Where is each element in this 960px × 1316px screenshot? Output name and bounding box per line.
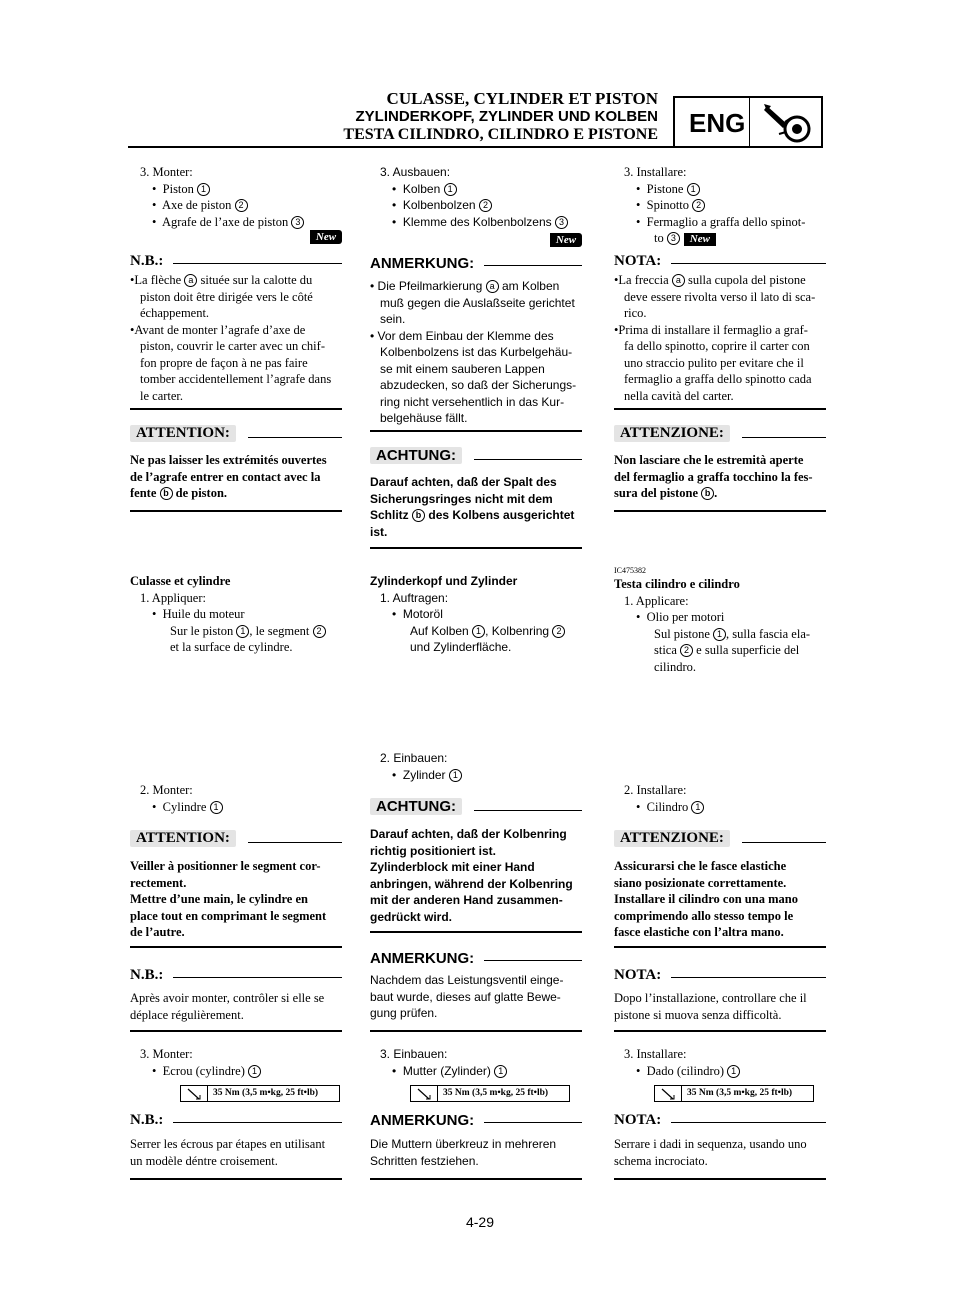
it-warning-line: Assicurarsi che le fasce elastiche bbox=[614, 859, 787, 873]
list-item: • Cylindre 1 bbox=[130, 799, 342, 816]
list-item: und Zylinderfläche. bbox=[410, 640, 512, 654]
page-number: 4-29 bbox=[465, 1214, 495, 1230]
it-note-line: •La freccia a sulla cupola del pistone bbox=[614, 273, 806, 287]
divider bbox=[130, 408, 342, 410]
list-item: • Klemme des Kolbenbolzens 3 bbox=[370, 214, 582, 231]
torque-value: 35 Nm (3,5 m•kg, 25 ft•lb) bbox=[687, 1088, 793, 1098]
de-step-title: 3. Einbauen: bbox=[380, 1047, 448, 1061]
list-item: to 3 New bbox=[614, 230, 826, 247]
fr-note-line: piston, couvrir le carter avec un chif- bbox=[140, 339, 325, 353]
de-warning-line: Zylinderblock mit einer Hand bbox=[370, 860, 535, 874]
torque-value: 35 Nm (3,5 m•kg, 25 ft•lb) bbox=[443, 1088, 549, 1098]
list-item: • Axe de piston 2 bbox=[130, 197, 342, 214]
fr-warning-line: place tout en comprimant le segment bbox=[130, 908, 327, 923]
list-item: • Olio per motori bbox=[636, 610, 725, 624]
torque-value: 35 Nm (3,5 m•kg, 25 ft•lb) bbox=[213, 1088, 319, 1098]
list-item: • Cilindro 1 bbox=[614, 799, 826, 816]
de-step-title: 2. Einbauen: bbox=[380, 751, 448, 765]
header-title-fr: CULASSE, CYLINDER ET PISTON bbox=[386, 89, 658, 108]
list-item: et la surface de cylindre. bbox=[170, 640, 293, 654]
de-note-line: muß gegen die Auslaßseite gerichtet bbox=[380, 295, 575, 310]
de-step3-title: 3. Ausbauen: bbox=[380, 165, 451, 179]
list-item: • Zylinder 1 bbox=[370, 767, 582, 784]
divider bbox=[130, 946, 342, 948]
it-warning-line: sura del pistone b . bbox=[614, 486, 718, 500]
divider bbox=[370, 931, 582, 933]
de-note-line: Kolbenbolzens ist das Kurbelgehäu- bbox=[380, 345, 573, 359]
divider bbox=[130, 1030, 342, 1032]
divider bbox=[130, 510, 342, 512]
divider bbox=[614, 510, 826, 512]
new-badge: New bbox=[684, 233, 716, 246]
fr-warning-line: Mettre d’une main, le cylindre en bbox=[130, 892, 308, 906]
fr-note-line: tomber accidentellement l’agrafe dans bbox=[140, 372, 332, 386]
divider bbox=[614, 1030, 826, 1032]
list-item: cilindro. bbox=[654, 659, 697, 674]
list-item: • Motoröl bbox=[392, 607, 443, 621]
list-item: Auf Kolben 1 , Kolbenring 2 bbox=[370, 623, 582, 640]
de-warning-line: richtig positioniert ist. bbox=[370, 843, 497, 858]
de-note-line: abzudecken, so daß der Sicherungs- bbox=[380, 378, 577, 392]
de-anmerkung-heading-1: ANMERKUNG: bbox=[370, 255, 582, 272]
torque-spec bbox=[410, 1085, 570, 1102]
it-note-line: •Prima di installare il fermaglio a graf- bbox=[614, 322, 808, 337]
it-attenzione-heading-2: ATTENZIONE: bbox=[614, 830, 826, 847]
fr-step-title: 1. Appliquer: bbox=[140, 590, 206, 605]
de-warning-line: Darauf achten, daß der Kolbenring bbox=[370, 827, 567, 841]
de-step-title: 1. Auftragen: bbox=[380, 590, 449, 605]
it-step3-title: 3. Installare: bbox=[624, 165, 687, 179]
de-note-line: • Die Pfeilmarkierung a am Kolben bbox=[370, 279, 560, 293]
fr-attention-heading-1: ATTENTION: bbox=[130, 425, 342, 442]
de-note-line: Nachdem das Leistungsventil einge- bbox=[370, 973, 564, 987]
list-item: • Agrafe de l’axe de piston 3 bbox=[130, 214, 342, 231]
fr-nb-heading-3: N.B.: bbox=[130, 1112, 342, 1129]
it-nota-heading-3: NOTA: bbox=[614, 1112, 826, 1129]
it-note-line: Serrare i dadi in sequenza, usando uno bbox=[614, 1137, 807, 1151]
it-section-title: Testa cilindro e cilindro bbox=[614, 577, 740, 591]
it-step-title: 1. Applicare: bbox=[624, 593, 689, 608]
fr-step3-title: 3. Monter: bbox=[140, 165, 193, 179]
de-note-line: Schritten festziehen. bbox=[370, 1153, 479, 1168]
fr-warning-line: de l’autre. bbox=[130, 925, 185, 939]
torque-spec bbox=[180, 1085, 340, 1102]
torque-spec bbox=[654, 1085, 814, 1102]
de-note-line: baut wurde, dieses auf glatte Bewe- bbox=[370, 989, 561, 1004]
header-title-de: ZYLINDERKOPF, ZYLINDER UND KOLBEN bbox=[355, 108, 658, 125]
list-item: stica 2 e sulla superficie del bbox=[654, 643, 800, 657]
fr-warning-line: Ne pas laisser les extrémités ouvertes bbox=[130, 453, 327, 467]
list-item: • Ecrou (cylindre) 1 bbox=[130, 1063, 342, 1080]
de-achtung-heading-2: ACHTUNG: bbox=[370, 798, 582, 815]
divider bbox=[614, 408, 826, 410]
de-note-line: se mit einem sauberen Lappen bbox=[380, 361, 545, 376]
de-warning-line: Sicherungsringes nicht mit dem bbox=[370, 491, 553, 506]
list-item: • Dado (cilindro) 1 bbox=[614, 1063, 826, 1080]
it-nota-heading-2: NOTA: bbox=[614, 967, 826, 984]
fr-note-line: •Avant de monter l’agrafe d’axe de bbox=[130, 322, 306, 337]
divider bbox=[370, 1030, 582, 1032]
it-step-title: 2. Installare: bbox=[624, 783, 687, 797]
fr-note-line: fon propre de façon à ne pas faire bbox=[140, 355, 308, 370]
it-note-line: uno straccio pulito per evitare che il bbox=[624, 355, 804, 370]
it-note-line: fa dello spinotto, coprire il carter con bbox=[624, 339, 810, 353]
divider bbox=[370, 1178, 582, 1180]
it-note-line: pistone si muova senza difficoltà. bbox=[614, 1007, 782, 1022]
de-note-line: ring nicht versehentlich in das Kur- bbox=[380, 394, 565, 409]
column-french bbox=[130, 0, 342, 1200]
it-note-line: nella cavità del carter. bbox=[624, 388, 734, 403]
de-warning-line: anbringen, während der Kolbenring bbox=[370, 876, 573, 891]
fr-note-line: échappement. bbox=[140, 306, 210, 320]
list-item: • Fermaglio a graffa dello spinot- bbox=[636, 214, 806, 229]
it-note-line: fermaglio a graffa dello spinotto cada bbox=[624, 372, 812, 386]
column-italian bbox=[614, 0, 826, 1200]
list-item: • Spinotto 2 bbox=[614, 197, 826, 214]
de-warning-line: mit der anderen Hand zusammen- bbox=[370, 893, 563, 907]
header-title-it: TESTA CILINDRO, CILINDRO E PISTONE bbox=[343, 126, 658, 143]
it-note-line: deve essere rivolta verso il lato di sca- bbox=[624, 289, 816, 304]
list-item: • Mutter (Zylinder) 1 bbox=[370, 1063, 582, 1080]
fr-note-line: Après avoir monter, contrôler si elle se bbox=[130, 991, 325, 1005]
fr-step-title: 3. Monter: bbox=[140, 1047, 193, 1061]
it-warning-line: comprimendo allo stesso tempo le bbox=[614, 908, 794, 923]
fr-note-line: Serrer les écrous par étapes en utilisant bbox=[130, 1137, 326, 1151]
fr-note-line: piston doit être dirigée vers le côté bbox=[140, 289, 313, 304]
fr-note-line: un modèle déntre croisement. bbox=[130, 1153, 278, 1168]
torque-wrench-icon bbox=[411, 1086, 438, 1101]
column-german bbox=[370, 0, 582, 1200]
de-anmerkung-heading-2: ANMERKUNG: bbox=[370, 950, 582, 967]
de-achtung-heading-1: ACHTUNG: bbox=[370, 447, 582, 464]
fr-note-line: déplace régulièrement. bbox=[130, 1007, 244, 1022]
fr-warning-line: fente b de piston. bbox=[130, 486, 228, 500]
new-badge: New bbox=[310, 230, 342, 244]
de-warning-line: ist. bbox=[370, 524, 388, 539]
torque-wrench-icon bbox=[655, 1086, 682, 1101]
fr-nb-heading-2: N.B.: bbox=[130, 967, 342, 984]
de-note-line: • Vor dem Einbau der Klemme des bbox=[370, 328, 554, 343]
de-anmerkung-heading-3: ANMERKUNG: bbox=[370, 1112, 582, 1129]
it-attenzione-heading-1: ATTENZIONE: bbox=[614, 425, 826, 442]
de-warning-line: Schlitz b des Kolbens ausgerichtet bbox=[370, 508, 575, 522]
de-note-line: Die Muttern überkreuz in mehreren bbox=[370, 1137, 557, 1151]
it-warning-line: fasce elastiche con l’altra mano. bbox=[614, 925, 784, 939]
de-section-title: Zylinderkopf und Zylinder bbox=[370, 574, 518, 588]
list-item: Sul pistone 1 , sulla fascia ela- bbox=[654, 626, 811, 641]
list-item: Sur le piston 1 , le segment 2 bbox=[130, 623, 342, 640]
torque-wrench-icon bbox=[181, 1086, 208, 1101]
divider bbox=[130, 1178, 342, 1180]
fr-note-line: •La flèche a située sur la calotte du bbox=[130, 273, 313, 287]
it-warning-line: del fermaglio a graffa tocchino la fes- bbox=[614, 469, 813, 484]
fr-nb-heading-1: N.B.: bbox=[130, 253, 342, 270]
it-note-line: schema incrociato. bbox=[614, 1153, 708, 1168]
list-item: • Huile du moteur bbox=[152, 607, 245, 621]
list-item: • Piston 1 bbox=[130, 181, 342, 198]
section-code: ENG bbox=[689, 108, 746, 138]
it-nota-heading-1: NOTA: bbox=[614, 253, 826, 270]
it-warning-line: Installare il cilindro con una mano bbox=[614, 892, 798, 906]
it-warning-line: siano posizionate correttamente. bbox=[614, 875, 787, 890]
it-warning-line: Non lasciare che le estremità aperte bbox=[614, 453, 804, 467]
de-warning-line: Darauf achten, daß der Spalt des bbox=[370, 475, 557, 489]
divider bbox=[614, 1178, 826, 1180]
it-note-line: rico. bbox=[624, 306, 647, 320]
de-note-line: belgehäuse fällt. bbox=[380, 411, 468, 425]
list-item: • Kolbenbolzen 2 bbox=[370, 197, 582, 214]
list-item: • Kolben 1 bbox=[370, 181, 582, 198]
reference-code: IC475382 bbox=[614, 566, 646, 575]
it-note-line: Dopo l’installazione, controllare che il bbox=[614, 991, 807, 1005]
de-warning-line: gedrückt wird. bbox=[370, 909, 453, 924]
fr-warning-line: rectement. bbox=[130, 875, 187, 890]
new-badge: New bbox=[550, 233, 582, 247]
divider bbox=[614, 946, 826, 948]
de-note-line: sein. bbox=[380, 312, 406, 326]
fr-section-title: Culasse et cylindre bbox=[130, 574, 231, 588]
divider bbox=[370, 430, 582, 432]
fr-attention-heading-2: ATTENTION: bbox=[130, 830, 342, 847]
list-item: • Pistone 1 bbox=[614, 181, 826, 198]
fr-note-line: le carter. bbox=[140, 388, 184, 403]
fr-warning-line: Veiller à positionner le segment cor- bbox=[130, 859, 321, 873]
fr-warning-line: de l’agrafe entrer en contact avec la bbox=[130, 469, 321, 484]
it-step-title: 3. Installare: bbox=[624, 1047, 687, 1061]
fr-step-title: 2. Monter: bbox=[140, 783, 193, 797]
divider bbox=[370, 547, 582, 549]
de-note-line: gung prüfen. bbox=[370, 1006, 438, 1020]
